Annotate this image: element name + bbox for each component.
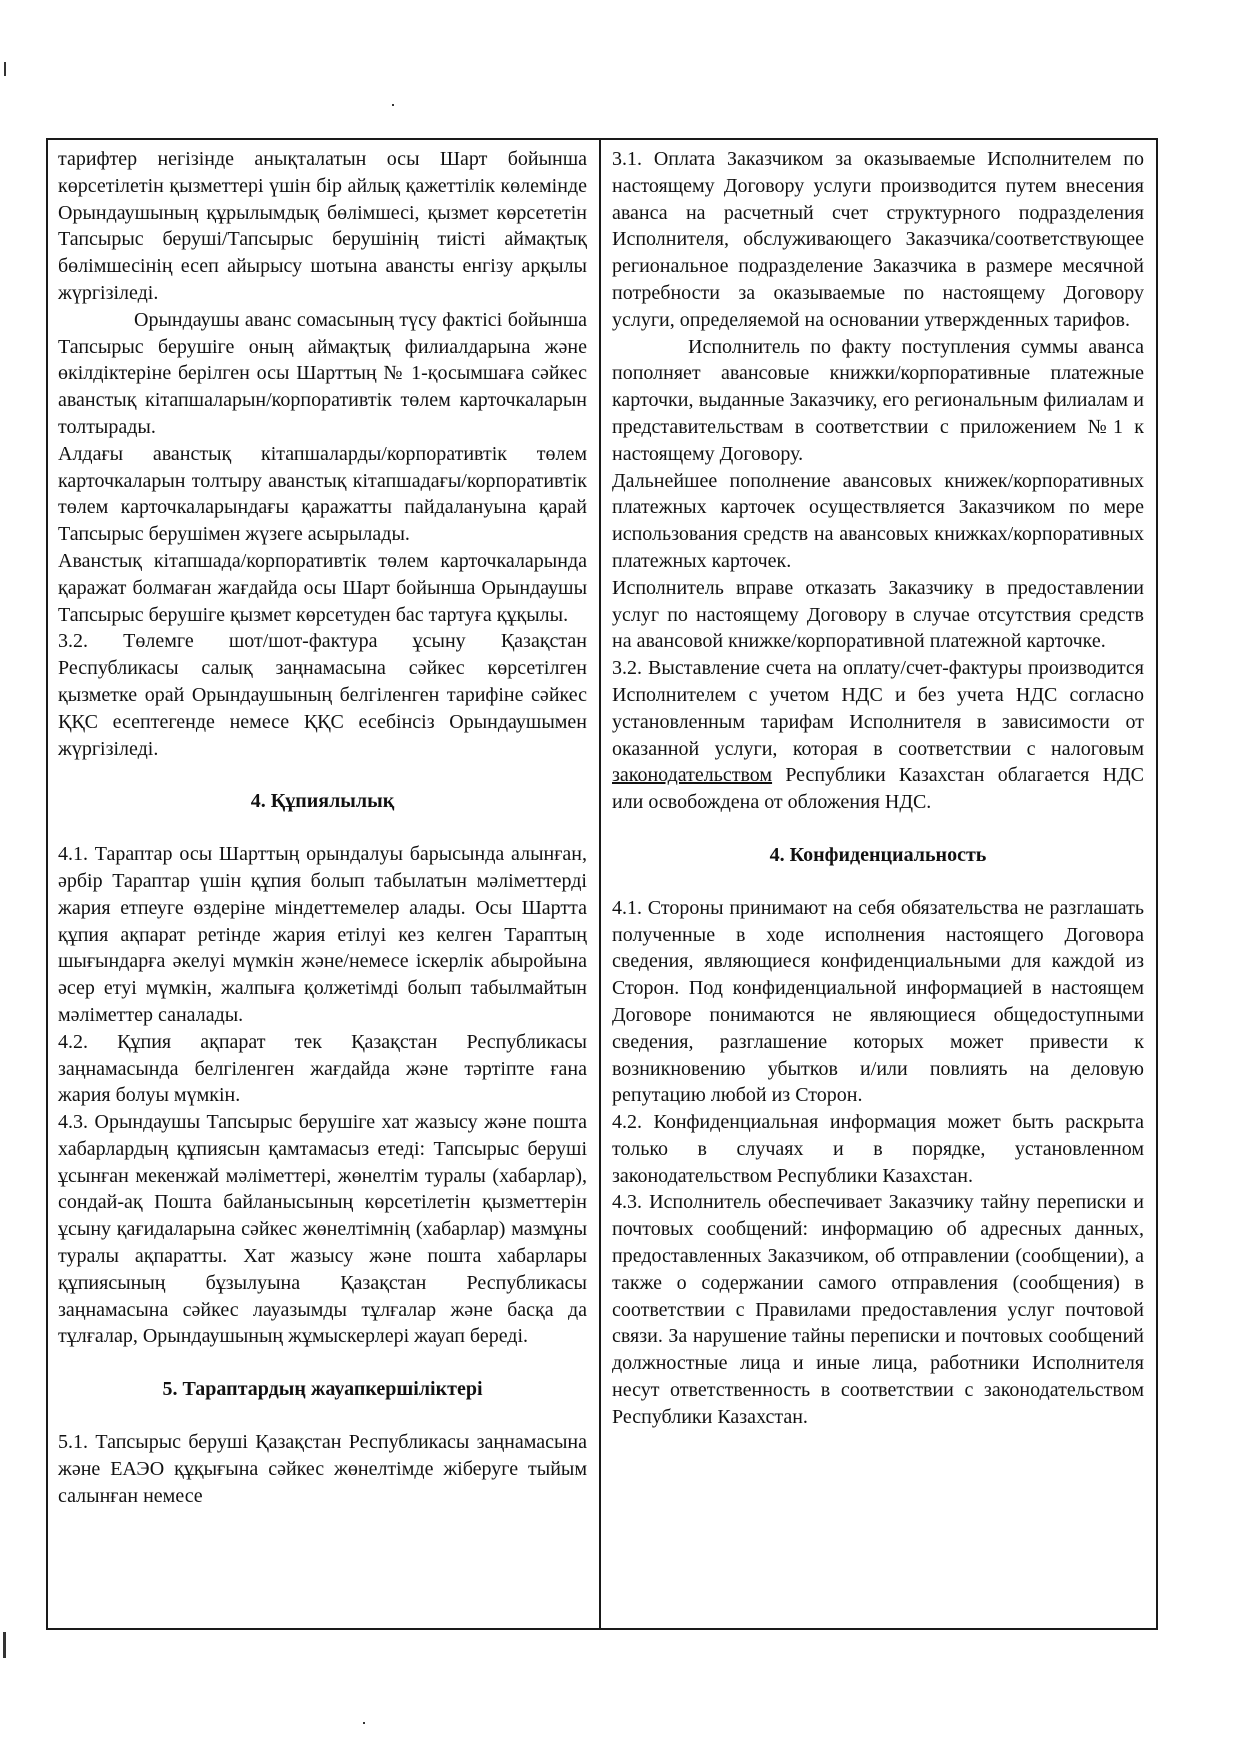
ru-paragraph-4-3: 4.3. Исполнитель обеспечивает Заказчику тайну переписки и почтовых сообщений: информацию об адресных данных, предоставленных Заказчиком, об отправлении (сообщении), а также о содержании самого отправления (сообщения) в соответствии с Правилами предоставления услуг почтовой связи. За нарушение тайны переписки и почтовых сообщений должностные лица и иные лица, работники Исполнителя несут ответственность в соответствии с законодательством Республики Казахстан. (612, 1191, 1144, 1428)
kz-paragraph-refusal: Аванстық кітапшада/корпоративтік төлем карточкаларында қаражат болмаған жағдайда осы Шарт бойынша Орындаушы Тапсырыс берушіге қызмет көрсетуден бас тартуға құқылы. (58, 549, 587, 626)
kz-paragraph-4-1: 4.1. Тараптар осы Шарттың орындалуы барысында алынған, әрбір Тараптар үшін құпия болып табылатын мәліметтерді жария етпеуге өздеріне міндеттемелер алады. Осы Шартта құпия ақпарат ретінде жария етілуі кез келген Тараптың шығындарға әкелуі мүмкін және/немесе іскерлік абыройына әсер етуі мүмкін, жалпыға қолжетімді болып табылмайтын мәліметтер саналады. (58, 843, 587, 1026)
ru-paragraph-3-2 (612, 655, 1144, 816)
scan-artifact (4, 62, 6, 76)
ru-paragraph-refusal: Исполнитель вправе отказать Заказчику в предоставлении услуг по настоящему Договору в случае отсутствия средств на авансовой книжке/корпоративной платежной карточке. (612, 576, 1144, 653)
scan-artifact (3, 1632, 6, 1658)
ru-section-4-heading: 4. Конфиденциальность (769, 843, 987, 866)
ru-paragraph-3-2-end: Республики Казахстан облагается НДС или освобождена от обложения НДС. (612, 764, 1144, 814)
kz-paragraph-4-2: 4.2. Құпия ақпарат тек Қазақстан Республикасы заңнамасында белгіленген жағдайда және тәртіпте ғана жария болуы мүмкін. (58, 1030, 587, 1107)
kazakh-column (48, 140, 601, 1628)
ru-paragraph-3-1: 3.1. Оплата Заказчиком за оказываемые Исполнителем по настоящему Договору услуги производится путем внесения аванса на расчетный счет структурного подразделения Исполнителя, обслуживающего Заказчика/соответствующее региональное подразделение Заказчика в размере месячной потребности за оказываемые по настоящему Договору услуги, определяемой на основании утвержденных тарифов. (612, 148, 1144, 331)
kz-paragraph-3-2: 3.2. Төлемге шот/шот-фактура ұсыну Қазақстан Республикасы салық заңнамасына сәйкес көрсетілген қызметке орай Орындаушының белгіленген тарифіне сәйкес ҚҚС есептегенде немесе ҚҚС есебінсіз Орындаушымен жүргізіледі. (58, 630, 587, 760)
kz-paragraph-4-3: 4.3. Орындаушы Тапсырыс берушіге хат жазысу және пошта хабарлардың құпиясын қамтамасыз етеді: Тапсырыс беруші ұсынған мекенжай мәліметтері, жөнелтім туралы (хабарлар), сондай-ақ Пошта байланысының көрсетілетін қызметтерін ұсыну қағидаларына сәйкес жөнелтімнің (хабарлар) мазмұны туралы ақпаратты. Хат жазысу және пошта хабарлары құпиясының бұзылуына Қазақстан Республикасы заңнамасына сәйкес лауазымды тұлғалар және басқа да тұлғалар, Орындаушының жұмыскерлері жауап береді. (58, 1111, 587, 1348)
kz-paragraph-further-fill: Алдағы аванстық кітапшаларды/корпоративтік төлем карточкаларын толтыру аванстық кітапшадағы/корпоративтік төлем карточкаларындағы қаражатты пайдалануына қарай Тапсырыс берушімен жүзеге асырылады. (58, 442, 587, 546)
kz-paragraph-advance-fill: Орындаушы аванс сомасының түсу фактісі бойынша Тапсырыс берушіге оның аймақтық филиалдарына және өкілдіктеріне берілген осы Шарттың № 1-қосымшаға сәйкес аванстық кітапшаларын/корпоративтік төлем карточкаларын толтырады. (58, 308, 587, 438)
ru-paragraph-4-2: 4.2. Конфиденциальная информация может быть раскрыта только в случаях и в порядке, установленном законодательством Республики Казахстан. (612, 1111, 1144, 1187)
legislation-link-text: законодательством (612, 764, 773, 787)
ru-paragraph-further-fill: Дальнейшее пополнение авансовых книжек/корпоративных платежных карточек осуществляется Заказчиком по мере использования средств на авансовых книжках/корпоративных платежных карточек. (612, 469, 1144, 572)
bilingual-contract-table (46, 138, 1158, 1630)
kz-paragraph-3-1-continued: тарифтер негізінде анықталатын осы Шарт бойынша көрсетілетін қызметтері үшін бір айлық қажеттілік көлемінде Орындаушының құрылымдық бөлімшесі, қызмет көрсететін Тапсырыс беруші/Тапсырыс берушінің тиісті аймақтық бөлімшесінің есеп айырысу шотына авансты енгізу арқылы жүргізіледі. (58, 148, 587, 304)
kz-section-5-heading: 5. Тараптардың жауапкершіліктері (162, 1378, 483, 1401)
ru-paragraph-3-2-start: 3.2. Выставление счета на оплату/счет-фактуры производится Исполнителем с учетом НДС и без учета НДС согласно установленным тарифам Исполнителя в зависимости от оказанной услуги, которая в соответствии с налоговым (612, 657, 1144, 760)
scan-artifact (392, 104, 394, 106)
scan-artifact (363, 1722, 365, 1724)
ru-paragraph-advance-fill: Исполнитель по факту поступления суммы аванса пополняет авансовые книжки/корпоративные платежные карточки, выданные Заказчику, его региональным филиалам и представительствам в соответствии с приложением №1 к настоящему Договору. (612, 335, 1144, 465)
kz-paragraph-5-1: 5.1. Тапсырыс беруші Қазақстан Республикасы заңнамасына және ЕАЭО құқығына сәйкес жөнелтімде жіберуге тыйым салынған немесе (58, 1431, 587, 1507)
russian-column (601, 140, 1156, 1628)
kz-section-4-heading: 4. Құпиялылық (250, 790, 395, 813)
ru-paragraph-4-1: 4.1. Стороны принимают на себя обязательства не разглашать полученные в ходе исполнения настоящего Договора сведения, являющиеся конфиденциальными для каждой из Сторон. Под конфиденциальной информацией в настоящем Договоре понимаются не являющиеся общедоступными сведения, разглашение которых может привести к возникновению убытков и/или повлиять на деловую репутацию любой из Сторон. (612, 896, 1144, 1107)
